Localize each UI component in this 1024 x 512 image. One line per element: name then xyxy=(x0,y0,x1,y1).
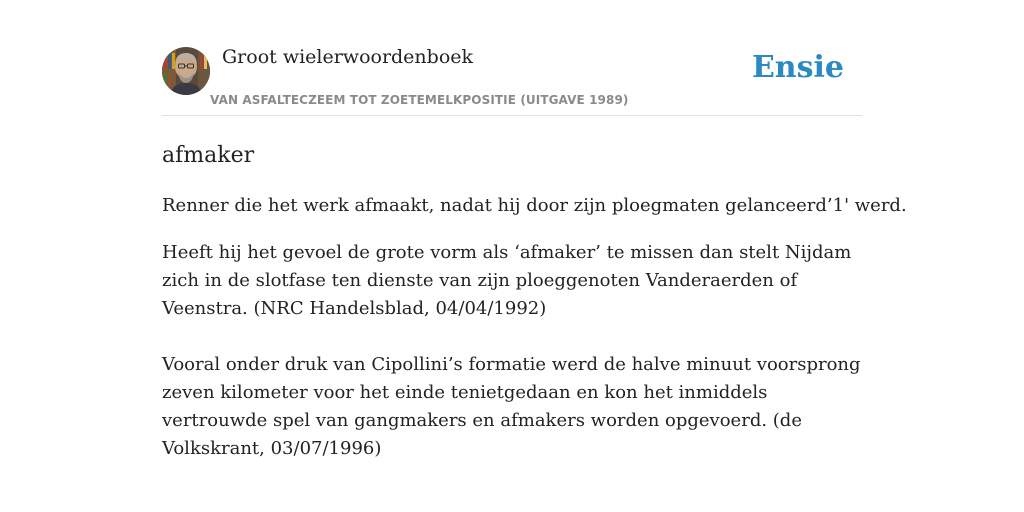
headword: afmaker xyxy=(162,143,255,168)
book-title[interactable]: Groot wielerwoordenboek xyxy=(222,46,474,68)
ensie-logo[interactable]: Ensie xyxy=(751,50,844,85)
example-quote: Vooral onder druk van Cipollini’s formatie werd de halve minuut voorsprong zeven kilometer voor het einde tenietgedaan en kon het inmiddels vertrouwde spel van gangmakers en afmakers worden opgevoerd. (de Volkskrant, 03/07/1996) xyxy=(162,354,861,459)
author-portrait-icon xyxy=(162,47,210,95)
entry-card xyxy=(162,42,907,463)
entry-header xyxy=(162,42,862,116)
author-avatar[interactable] xyxy=(162,47,210,95)
book-subtitle: VAN ASFALTECZEEM TOT ZOETEMELKPOSITIE (UITGAVE 1989) xyxy=(210,93,629,107)
example-quote: Heeft hij het gevoel de grote vorm als ‘afmaker’ te missen dan stelt Nijdam zich in de slotfase ten dienste van zijn ploeggenoten Vanderaerden of Veenstra. (NRC Handelsblad, 04/04/1992) xyxy=(162,242,852,319)
definition: Renner die het werk afmaakt, nadat hij door zijn ploegmaten gelanceerd’1' werd. xyxy=(162,195,907,216)
